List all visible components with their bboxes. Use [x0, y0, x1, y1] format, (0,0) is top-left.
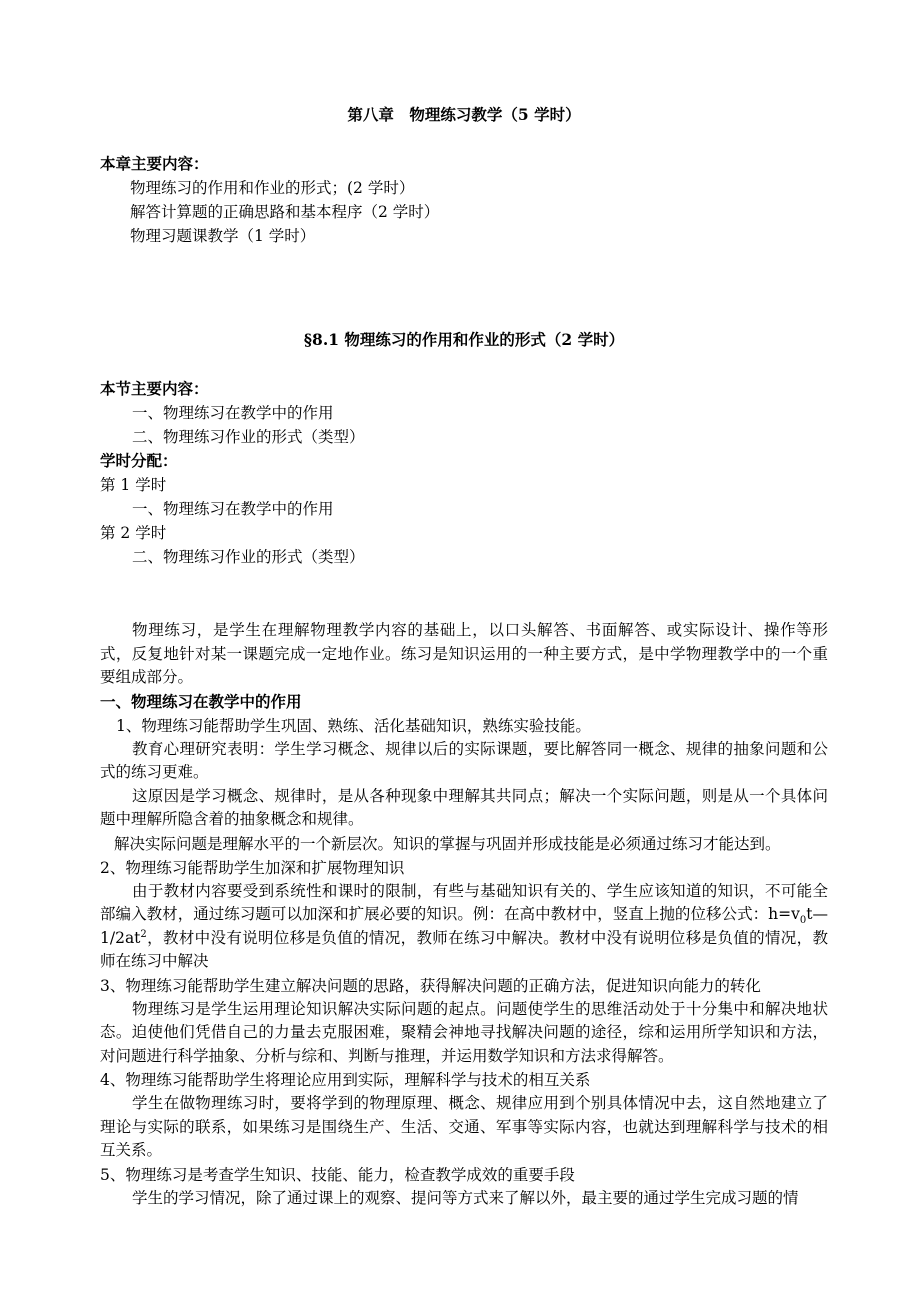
formula-subscript: 0: [799, 915, 807, 927]
section-content-item: 一、物理练习在教学中的作用: [132, 404, 334, 422]
item-5-heading: 5、物理练习是考查学生知识、技能、能力，检查教学成效的重要手段: [100, 1165, 575, 1184]
formula-mid: t—1/2at: [100, 905, 828, 947]
item-1-paragraph-3: 解决实际问题是理解水平的一个新层次。知识的掌握与巩固并形成技能是必须通过练习才能达到。: [114, 834, 781, 853]
item-3-paragraph: 物理练习是学生运用理论知识解决实际问题的起点。问题使学生的思维活动处于十分集中和解决地状态。迫使他们凭借自己的力量去克服困难，聚精会神地寻找解决问题的途径，综和运用所学知识和方法，对问题进行科学抽象、分析与综和、判断与推理，并运用数学知识和方法求得解答。: [100, 999, 828, 1065]
formula-superscript: 2: [140, 928, 147, 940]
section-content-item: 二、物理练习作业的形式（类型）: [132, 428, 365, 446]
section-contents-label: 本节主要内容：: [100, 379, 209, 398]
item-2-text-a: 由于教材内容要受到系统性和课时的限制，有些与基础知识有关的、学生应该知道的知识，不可能全部编入教材，通过练习题可以加深和扩展必要的知识。例：在高中教材中，竖直上抛的位移公式：: [100, 881, 828, 923]
period-2-item: 二、物理练习作业的形式（类型）: [132, 548, 365, 566]
formula-h: h=v: [768, 905, 800, 923]
item-1-paragraph-1: 教育心理研究表明：学生学习概念、规律以后的实际课题，要比解答同一概念、规律的抽象问题和公式的练习更难。: [100, 739, 828, 781]
item-4-heading: 4、物理练习能帮助学生将理论应用到实际，理解科学与技术的相互关系: [100, 1071, 591, 1089]
item-4-paragraph: 学生在做物理练习时，要将学到的物理原理、概念、规律应用到个别具体情况中去，这自然地建立了理论与实际的联系，如果练习是围绕生产、生活、交通、军事等实际内容，也就达到理解科学与技术的相互关系。: [100, 1094, 828, 1159]
chapter-content-item: 物理练习的作用和作业的形式；(2 学时）: [130, 179, 415, 197]
item-1-heading: 1、物理练习能帮助学生巩固、熟练、活化基础知识，熟练实验技能。: [116, 716, 591, 735]
chapter-content-item: 物理习题课教学（1 学时）: [130, 227, 316, 245]
heading-roles: 一、物理练习在教学中的作用: [100, 691, 302, 711]
period-1-item: 一、物理练习在教学中的作用: [132, 500, 334, 518]
chapter-content-item: 解答计算题的正确思路和基本程序（2 学时）: [130, 203, 440, 221]
item-2-paragraph: [100, 880, 828, 974]
section-title: §8.1 物理练习的作用和作业的形式（2 学时）: [303, 330, 625, 349]
item-2-text-b: ，教材中没有说明位移是负值的情况，教师在练习中解决。教材中没有说明位移是负值的情况，教师在练习中解决: [100, 928, 828, 970]
chapter-title: 第八章 物理练习教学（5 学时）: [347, 105, 581, 124]
intro-paragraph: 物理练习，是学生在理解物理教学内容的基础上，以口头解答、书面解答、或实际设计、操作等形式，反复地针对某一课题完成一定地作业。练习是知识运用的一种主要方式，是中学物理教学中的一个重要组成部分。: [100, 621, 828, 686]
period-2-label: 第 2 学时: [100, 524, 167, 542]
item-1-paragraph-2: 这原因是学习概念、规律时，是从各种现象中理解其共同点；解决一个实际问题，则是从一个具体问题中理解所隐含着的抽象概念和规律。: [100, 786, 828, 828]
item-5-paragraph: 学生的学习情况，除了通过课上的观察、提问等方式来了解以外，最主要的通过学生完成习题的情: [132, 1188, 799, 1207]
period-1-label: 第 1 学时: [100, 476, 167, 494]
item-3-heading: 3、物理练习能帮助学生建立解决问题的思路，获得解决问题的正确方法，促进知识向能力的转化: [100, 976, 761, 995]
item-2-heading: 2、物理练习能帮助学生加深和扩展物理知识: [100, 858, 405, 877]
schedule-label: 学时分配：: [100, 451, 178, 470]
chapter-contents-label: 本章主要内容：: [100, 154, 209, 173]
